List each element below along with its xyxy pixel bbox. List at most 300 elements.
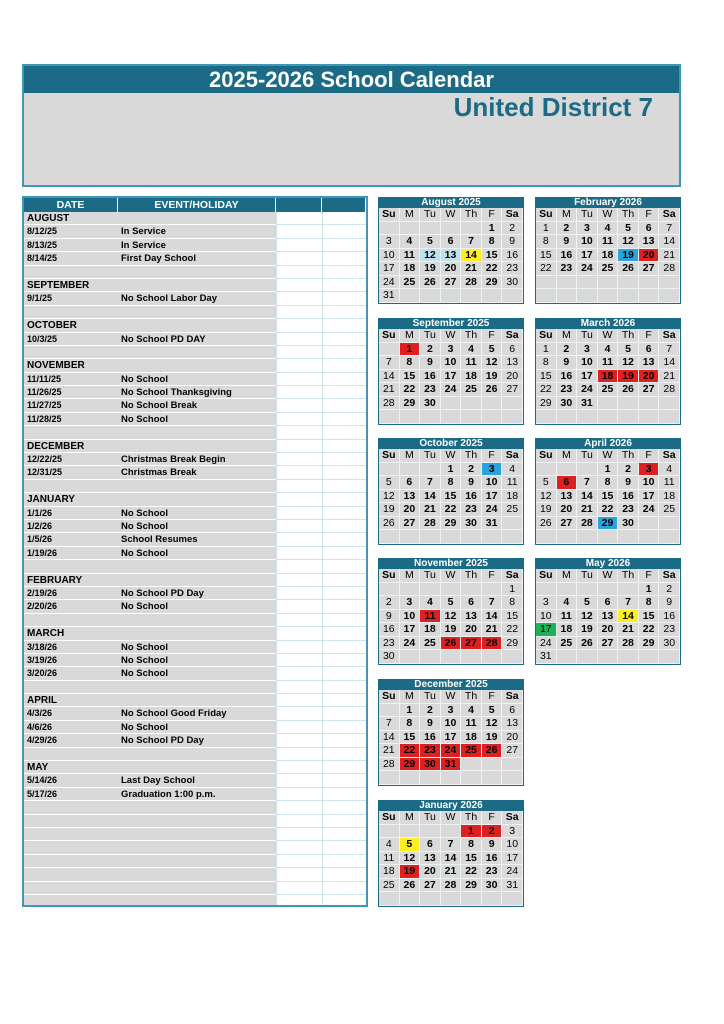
empty-day-cell xyxy=(441,289,462,303)
weekday-label: Tu xyxy=(577,329,598,343)
blank-cell xyxy=(322,386,366,399)
empty-day-cell xyxy=(598,276,619,290)
month-heading: OCTOBER xyxy=(24,319,118,332)
empty-day-cell xyxy=(536,530,557,544)
day-cell: 21 xyxy=(482,623,503,637)
day-cell: 23 xyxy=(482,865,503,879)
blank-cell xyxy=(322,694,366,707)
day-cell: 6 xyxy=(502,343,523,357)
weekday-label: Su xyxy=(379,449,400,463)
blank-cell xyxy=(276,212,322,225)
empty-day-cell xyxy=(420,892,441,906)
day-cell: 4 xyxy=(400,235,421,249)
event-description xyxy=(118,895,276,907)
empty-day-cell xyxy=(502,410,523,424)
day-cell: 18 xyxy=(659,490,680,504)
day-cell: 6 xyxy=(441,235,462,249)
day-cell: 5 xyxy=(618,343,639,357)
weekday-label: M xyxy=(400,329,421,343)
day-cell: 24 xyxy=(577,262,598,276)
day-cell: 27 xyxy=(502,744,523,758)
empty-day-cell xyxy=(379,343,400,357)
day-cell: 6 xyxy=(461,596,482,610)
event-row xyxy=(24,748,366,761)
weekday-label: W xyxy=(441,329,462,343)
day-cell: 14 xyxy=(659,356,680,370)
event-row xyxy=(24,346,366,359)
empty-day-cell xyxy=(639,410,660,424)
empty-day-cell xyxy=(482,530,503,544)
event-description: No School xyxy=(118,721,276,734)
weekday-label: W xyxy=(598,208,619,222)
weekday-label: Tu xyxy=(577,208,598,222)
weekday-label: M xyxy=(400,811,421,825)
event-description xyxy=(118,882,276,895)
day-cell: 4 xyxy=(598,343,619,357)
day-cell: 13 xyxy=(420,852,441,866)
event-date xyxy=(24,868,118,881)
weekday-label: W xyxy=(598,329,619,343)
weekday-label: Th xyxy=(461,811,482,825)
empty-day-cell xyxy=(502,289,523,303)
weekday-label: F xyxy=(639,208,660,222)
day-cell: 1 xyxy=(536,343,557,357)
day-cell: 10 xyxy=(482,476,503,490)
day-cell: 23 xyxy=(502,262,523,276)
event-date: 11/28/25 xyxy=(24,413,118,426)
event-date xyxy=(24,801,118,814)
blank-cell xyxy=(276,480,322,493)
empty-day-cell xyxy=(420,410,441,424)
event-date xyxy=(24,426,118,439)
weekday-label: Sa xyxy=(502,569,523,583)
day-cell: 5 xyxy=(618,222,639,236)
day-cell: 29 xyxy=(400,758,421,772)
blank-cell xyxy=(276,681,322,694)
day-cell: 25 xyxy=(420,637,441,651)
weekday-label: Sa xyxy=(659,329,680,343)
day-cell: 29 xyxy=(536,397,557,411)
event-row xyxy=(24,815,366,828)
day-cell: 8 xyxy=(441,476,462,490)
event-date: 12/22/25 xyxy=(24,453,118,466)
weekday-label: M xyxy=(400,690,421,704)
month-heading: MARCH xyxy=(24,627,118,640)
empty-day-cell xyxy=(461,222,482,236)
event-description: In Service xyxy=(118,239,276,252)
day-cell: 22 xyxy=(598,503,619,517)
empty-day-cell xyxy=(461,892,482,906)
weekday-label: Su xyxy=(379,690,400,704)
event-date xyxy=(24,855,118,868)
day-cell: 16 xyxy=(482,852,503,866)
empty-day-cell xyxy=(577,289,598,303)
blank-cell xyxy=(322,801,366,814)
month-grid xyxy=(378,569,524,665)
event-row xyxy=(24,801,366,814)
day-cell: 13 xyxy=(461,610,482,624)
day-cell: 26 xyxy=(618,262,639,276)
day-cell: 23 xyxy=(557,383,578,397)
weekday-label: W xyxy=(441,811,462,825)
day-cell: 13 xyxy=(441,249,462,263)
blank-cell xyxy=(322,627,366,640)
blank-cell xyxy=(276,828,322,841)
empty-day-cell xyxy=(618,397,639,411)
day-cell: 11 xyxy=(502,476,523,490)
blank-cell xyxy=(276,587,322,600)
blank-cell xyxy=(322,855,366,868)
day-cell: 7 xyxy=(618,596,639,610)
day-cell: 14 xyxy=(577,490,598,504)
day-cell: 26 xyxy=(482,383,503,397)
day-cell: 25 xyxy=(659,503,680,517)
month-title: January 2026 xyxy=(378,800,524,811)
day-cell: 18 xyxy=(502,490,523,504)
day-cell: 21 xyxy=(461,262,482,276)
event-description xyxy=(118,855,276,868)
empty-day-cell xyxy=(441,410,462,424)
blank-cell xyxy=(322,882,366,895)
day-cell: 15 xyxy=(598,490,619,504)
weekday-label: F xyxy=(639,569,660,583)
blank-cell xyxy=(322,600,366,613)
event-date xyxy=(24,895,118,907)
day-cell: 14 xyxy=(379,370,400,384)
day-cell: 15 xyxy=(400,370,421,384)
empty-day-cell xyxy=(482,583,503,597)
day-cell: 8 xyxy=(482,235,503,249)
day-cell: 25 xyxy=(461,744,482,758)
day-cell: 11 xyxy=(659,476,680,490)
day-cell: 26 xyxy=(482,744,503,758)
event-description xyxy=(118,319,276,332)
day-cell: 28 xyxy=(461,276,482,290)
day-cell: 20 xyxy=(639,370,660,384)
day-cell: 3 xyxy=(441,704,462,718)
day-cell: 30 xyxy=(420,758,441,772)
empty-day-cell xyxy=(482,650,503,664)
district-name: United District 7 xyxy=(453,92,653,122)
weekday-label: Sa xyxy=(659,569,680,583)
empty-day-cell xyxy=(598,583,619,597)
month-calendar xyxy=(378,558,524,665)
month-title: March 2026 xyxy=(535,318,681,329)
day-cell: 3 xyxy=(577,222,598,236)
day-cell: 27 xyxy=(400,517,421,531)
day-cell: 30 xyxy=(659,637,680,651)
day-cell: 26 xyxy=(536,517,557,531)
day-cell: 14 xyxy=(659,235,680,249)
blank-cell xyxy=(276,748,322,761)
day-cell: 2 xyxy=(618,463,639,477)
day-cell: 8 xyxy=(536,235,557,249)
day-cell: 5 xyxy=(400,838,421,852)
day-cell: 5 xyxy=(420,235,441,249)
day-cell: 24 xyxy=(379,276,400,290)
day-cell: 20 xyxy=(502,731,523,745)
empty-day-cell xyxy=(482,410,503,424)
day-cell: 8 xyxy=(639,596,660,610)
event-description xyxy=(118,694,276,707)
event-description xyxy=(118,266,276,279)
blank-cell xyxy=(276,426,322,439)
day-cell: 13 xyxy=(639,235,660,249)
day-cell: 6 xyxy=(598,596,619,610)
day-cell: 19 xyxy=(618,370,639,384)
empty-day-cell xyxy=(618,530,639,544)
day-cell: 21 xyxy=(441,865,462,879)
blank-cell xyxy=(322,788,366,801)
empty-day-cell xyxy=(420,222,441,236)
weekday-label: Tu xyxy=(420,208,441,222)
day-cell: 30 xyxy=(482,879,503,893)
blank-cell xyxy=(322,225,366,238)
day-cell: 13 xyxy=(502,356,523,370)
day-cell: 27 xyxy=(461,637,482,651)
day-cell: 4 xyxy=(379,838,400,852)
day-cell: 8 xyxy=(461,838,482,852)
day-cell: 1 xyxy=(461,825,482,839)
blank-cell xyxy=(276,734,322,747)
day-cell: 3 xyxy=(379,235,400,249)
day-cell: 10 xyxy=(536,610,557,624)
empty-day-cell xyxy=(461,410,482,424)
event-description xyxy=(118,493,276,506)
blank-cell xyxy=(322,547,366,560)
blank-cell xyxy=(322,252,366,265)
blank-cell xyxy=(276,882,322,895)
day-cell: 29 xyxy=(482,276,503,290)
day-cell: 2 xyxy=(502,222,523,236)
event-row xyxy=(24,225,366,238)
blank-cell xyxy=(276,440,322,453)
day-cell: 28 xyxy=(659,383,680,397)
day-cell: 5 xyxy=(577,596,598,610)
event-row xyxy=(24,520,366,533)
day-cell: 15 xyxy=(441,490,462,504)
weekday-label: M xyxy=(557,569,578,583)
blank-cell xyxy=(276,547,322,560)
day-cell: 18 xyxy=(400,262,421,276)
event-row xyxy=(24,386,366,399)
event-description: No School xyxy=(118,547,276,560)
day-cell: 6 xyxy=(557,476,578,490)
event-date: 1/1/26 xyxy=(24,507,118,520)
blank-cell xyxy=(276,520,322,533)
weekday-label: F xyxy=(482,690,503,704)
blank-cell xyxy=(276,707,322,720)
day-cell: 27 xyxy=(639,262,660,276)
empty-day-cell xyxy=(618,650,639,664)
day-cell: 30 xyxy=(379,650,400,664)
blank-cell xyxy=(322,453,366,466)
empty-day-cell xyxy=(536,289,557,303)
empty-day-cell xyxy=(577,276,598,290)
day-cell: 22 xyxy=(639,623,660,637)
empty-day-cell xyxy=(461,530,482,544)
day-cell: 9 xyxy=(659,596,680,610)
blank-cell xyxy=(322,399,366,412)
day-cell: 1 xyxy=(536,222,557,236)
events-table-body xyxy=(24,212,366,907)
event-description: No School Thanksgiving xyxy=(118,386,276,399)
day-cell: 10 xyxy=(379,249,400,263)
blank-cell xyxy=(322,413,366,426)
empty-day-cell xyxy=(598,397,619,411)
day-cell: 9 xyxy=(482,838,503,852)
day-cell: 10 xyxy=(577,235,598,249)
event-row xyxy=(24,681,366,694)
empty-day-cell xyxy=(536,410,557,424)
day-cell: 19 xyxy=(420,262,441,276)
day-cell: 22 xyxy=(441,503,462,517)
event-row xyxy=(24,828,366,841)
empty-day-cell xyxy=(420,289,441,303)
weekday-label: Su xyxy=(536,208,557,222)
blank-cell xyxy=(276,801,322,814)
day-cell: 12 xyxy=(379,490,400,504)
event-description: No School xyxy=(118,413,276,426)
month-calendar xyxy=(535,197,681,304)
calendar-header xyxy=(22,64,681,187)
day-cell: 31 xyxy=(441,758,462,772)
day-cell: 8 xyxy=(400,356,421,370)
event-row xyxy=(24,373,366,386)
day-cell: 9 xyxy=(461,476,482,490)
empty-day-cell xyxy=(659,650,680,664)
weekday-label: W xyxy=(441,569,462,583)
weekday-label: F xyxy=(482,208,503,222)
day-cell: 15 xyxy=(639,610,660,624)
day-cell: 1 xyxy=(482,222,503,236)
day-cell: 23 xyxy=(379,637,400,651)
day-cell: 11 xyxy=(598,356,619,370)
blank-cell xyxy=(276,774,322,787)
empty-day-cell xyxy=(400,222,421,236)
weekday-label: Th xyxy=(618,449,639,463)
blank-cell xyxy=(322,533,366,546)
weekday-label: Su xyxy=(379,329,400,343)
day-cell: 25 xyxy=(400,276,421,290)
event-description: No School PD Day xyxy=(118,734,276,747)
day-cell: 11 xyxy=(400,249,421,263)
day-cell: 16 xyxy=(379,623,400,637)
day-cell: 7 xyxy=(482,596,503,610)
event-description: First Day School xyxy=(118,252,276,265)
empty-day-cell xyxy=(441,222,462,236)
blank-cell xyxy=(322,815,366,828)
event-date: 12/31/25 xyxy=(24,466,118,479)
empty-day-cell xyxy=(441,825,462,839)
event-date: 10/3/25 xyxy=(24,333,118,346)
day-cell: 17 xyxy=(441,731,462,745)
empty-day-cell xyxy=(577,410,598,424)
day-cell: 24 xyxy=(639,503,660,517)
empty-day-cell xyxy=(461,397,482,411)
month-title: December 2025 xyxy=(378,679,524,690)
blank-cell xyxy=(276,667,322,680)
day-cell: 7 xyxy=(379,356,400,370)
empty-day-cell xyxy=(577,463,598,477)
month-heading: FEBRUARY xyxy=(24,574,118,587)
weekday-label: M xyxy=(400,208,421,222)
blank-cell xyxy=(276,614,322,627)
empty-day-cell xyxy=(400,771,421,785)
day-cell: 16 xyxy=(420,731,441,745)
blank-cell xyxy=(322,895,366,907)
empty-day-cell xyxy=(461,583,482,597)
weekday-label: F xyxy=(482,449,503,463)
day-cell: 13 xyxy=(557,490,578,504)
day-cell: 24 xyxy=(536,637,557,651)
day-cell: 11 xyxy=(598,235,619,249)
event-description xyxy=(118,868,276,881)
month-calendar xyxy=(535,438,681,545)
empty-day-cell xyxy=(461,758,482,772)
event-date: 5/17/26 xyxy=(24,788,118,801)
weekday-label: Th xyxy=(461,449,482,463)
blank-cell xyxy=(322,614,366,627)
weekday-label: Sa xyxy=(502,449,523,463)
month-title: November 2025 xyxy=(378,558,524,569)
day-cell: 7 xyxy=(441,838,462,852)
weekday-label: W xyxy=(598,449,619,463)
day-cell: 20 xyxy=(400,503,421,517)
event-description xyxy=(118,828,276,841)
blank-cell xyxy=(276,359,322,372)
event-date xyxy=(24,681,118,694)
day-cell: 10 xyxy=(577,356,598,370)
day-cell: 18 xyxy=(379,865,400,879)
blank-cell xyxy=(322,641,366,654)
day-cell: 9 xyxy=(379,610,400,624)
month-heading-row xyxy=(24,279,366,292)
day-cell: 18 xyxy=(420,623,441,637)
empty-day-cell xyxy=(441,650,462,664)
day-cell: 22 xyxy=(536,383,557,397)
event-row xyxy=(24,547,366,560)
event-description xyxy=(118,359,276,372)
blank-cell xyxy=(276,333,322,346)
empty-day-cell xyxy=(379,530,400,544)
day-cell: 28 xyxy=(379,397,400,411)
day-cell: 31 xyxy=(379,289,400,303)
event-date: 11/11/25 xyxy=(24,373,118,386)
month-grid xyxy=(535,449,681,545)
blank-cell xyxy=(322,333,366,346)
empty-day-cell xyxy=(502,517,523,531)
blank-cell xyxy=(276,855,322,868)
day-cell: 1 xyxy=(502,583,523,597)
blank-cell xyxy=(322,266,366,279)
weekday-label: Th xyxy=(461,329,482,343)
day-cell: 4 xyxy=(461,343,482,357)
blank-cell xyxy=(276,493,322,506)
blank-cell xyxy=(322,707,366,720)
empty-day-cell xyxy=(400,650,421,664)
weekday-label: Th xyxy=(618,208,639,222)
event-date: 4/3/26 xyxy=(24,707,118,720)
day-cell: 29 xyxy=(502,637,523,651)
event-row xyxy=(24,774,366,787)
empty-day-cell xyxy=(379,583,400,597)
event-row xyxy=(24,533,366,546)
event-description xyxy=(118,560,276,573)
event-date: 1/2/26 xyxy=(24,520,118,533)
day-cell: 22 xyxy=(536,262,557,276)
weekday-label: Su xyxy=(379,208,400,222)
